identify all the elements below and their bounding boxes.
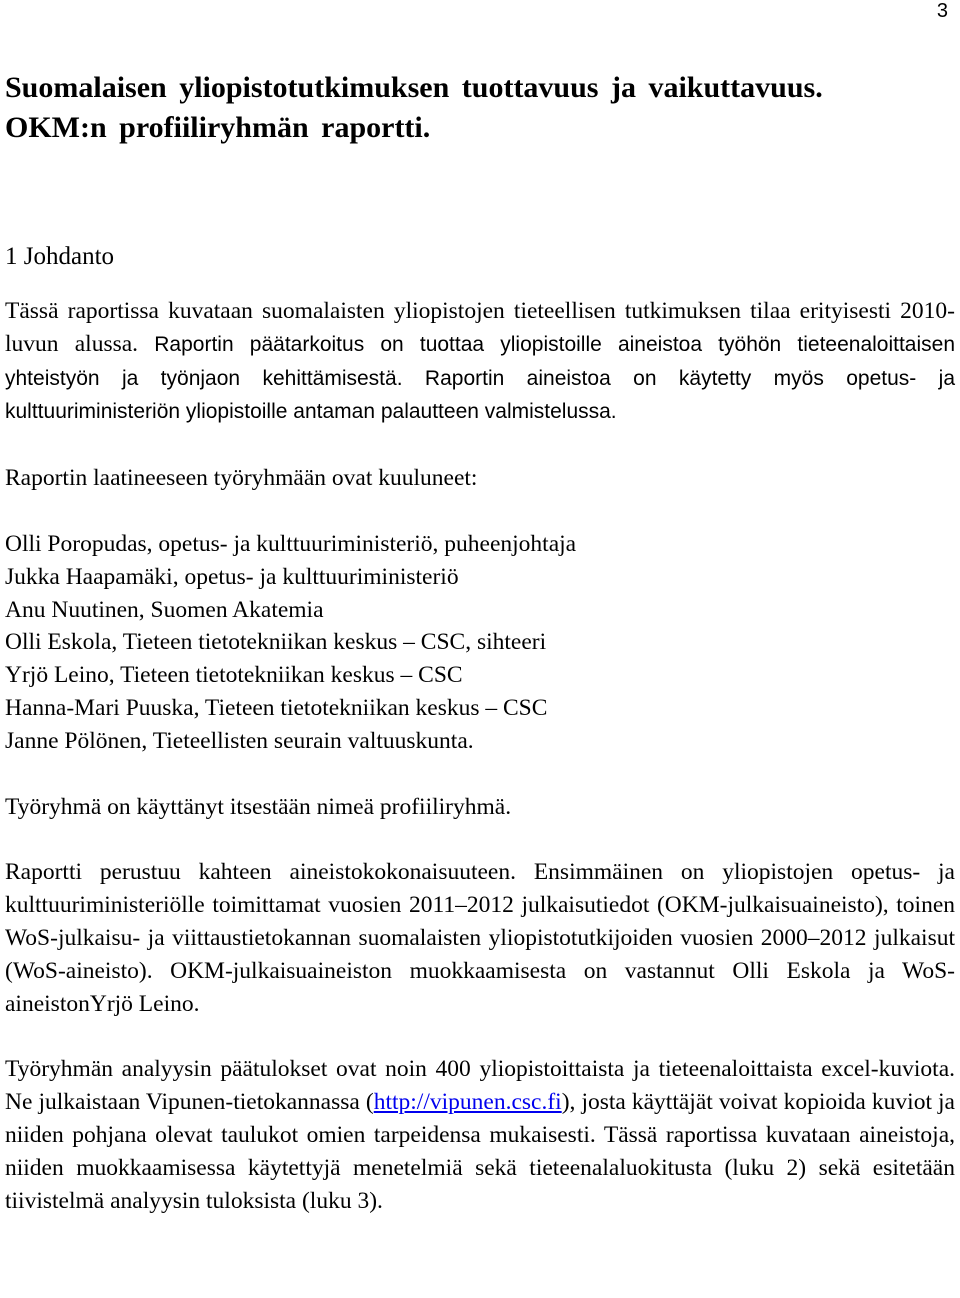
title-line-2: OKM:n profiiliryhmän raportti.: [5, 111, 431, 144]
results-paragraph: [5, 1053, 955, 1217]
page-number: 3: [936, 0, 948, 22]
document-title: [5, 68, 955, 148]
intro-serif-text: Tässä raportissa kuvataan suomalaisten yliopistojen tieteellisen tutkimuksen tilaa erityisesti 2010-luvun alussa.: [5, 298, 955, 357]
vipunen-link[interactable]: http://vipunen.csc.fi: [373, 1089, 562, 1116]
member-item: Hanna-Mari Puuska, Tieteen tietotekniikan keskus – CSC: [5, 694, 548, 721]
member-item: Olli Eskola, Tieteen tietotekniikan keskus – CSC, sihteeri: [5, 629, 547, 656]
member-item: Olli Poropudas, opetus- ja kulttuuriministeriö, puheenjohtaja: [5, 530, 577, 557]
group-name-paragraph: Työryhmä on käyttänyt itsestään nimeä profiiliryhmä.: [5, 793, 512, 820]
intro-paragraph: [5, 295, 955, 429]
member-item: Janne Pölönen, Tieteellisten seurain valtuuskunta.: [5, 727, 474, 754]
section-heading: 1 Johdanto: [5, 243, 115, 270]
member-list: [5, 528, 955, 758]
results-text-before-link: Työryhmän analyysin päätulokset ovat noin 400 yliopistoittaista ja tieteenaloittaista excel-kuviota. Ne julkaistaan Vipunen-tietokannassa (: [5, 1056, 955, 1116]
results-text-after-link: ), josta käyttäjät voivat kopioida kuviot ja niiden pohjana olevat taulukot omien tarpeidensa mukaisesti. Tässä raportissa kuvataan aineistoja, niiden muokkaamisessa käytettyjä menetelmiä sekä tieteenalaluokitusta (luku 2) sekä esitetään tiivistelmä analyysin tuloksista (luku 3).: [5, 1089, 955, 1214]
member-item: Yrjö Leino, Tieteen tietotekniikan keskus – CSC: [5, 662, 463, 689]
member-item: Jukka Haapamäki, opetus- ja kulttuuriministeriö: [5, 563, 459, 590]
data-paragraph: Raportti perustuu kahteen aineistokokonaisuuteen. Ensimmäinen on yliopistojen opetus- ja kulttuuriministeriölle toimittamat vuosien 2011–2012 julkaisutiedot (OKM-julkaisuaineisto), toinen WoS-julkaisu- ja viittaustietokannan suomalaisten yliopistotutkijoiden vuosien 2000–2012 julkaisut (WoS-aineisto). OKM-julkaisuaineiston muokkaamisesta on vastannut Olli Eskola ja WoS-aineistonYrjö Leino.: [5, 859, 955, 1017]
workgroup-intro: Raportin laatineeseen työryhmään ovat kuuluneet:: [5, 465, 478, 492]
title-line-1: Suomalaisen yliopistotutkimuksen tuottavuus ja vaikuttavuus.: [5, 71, 823, 104]
member-item: Anu Nuutinen, Suomen Akatemia: [5, 596, 324, 623]
page-content: [5, 68, 955, 1217]
intro-sans-text: Raportin päätarkoitus on tuottaa yliopistoille aineistoa työhön tieteenaloittaisen yhteistyön ja työnjaon kehittämisestä. Raportin aineistoa on käytetty myös opetus- ja kulttuuriministeriön yliopistoille antaman palautteen valmistelussa.: [5, 332, 956, 424]
